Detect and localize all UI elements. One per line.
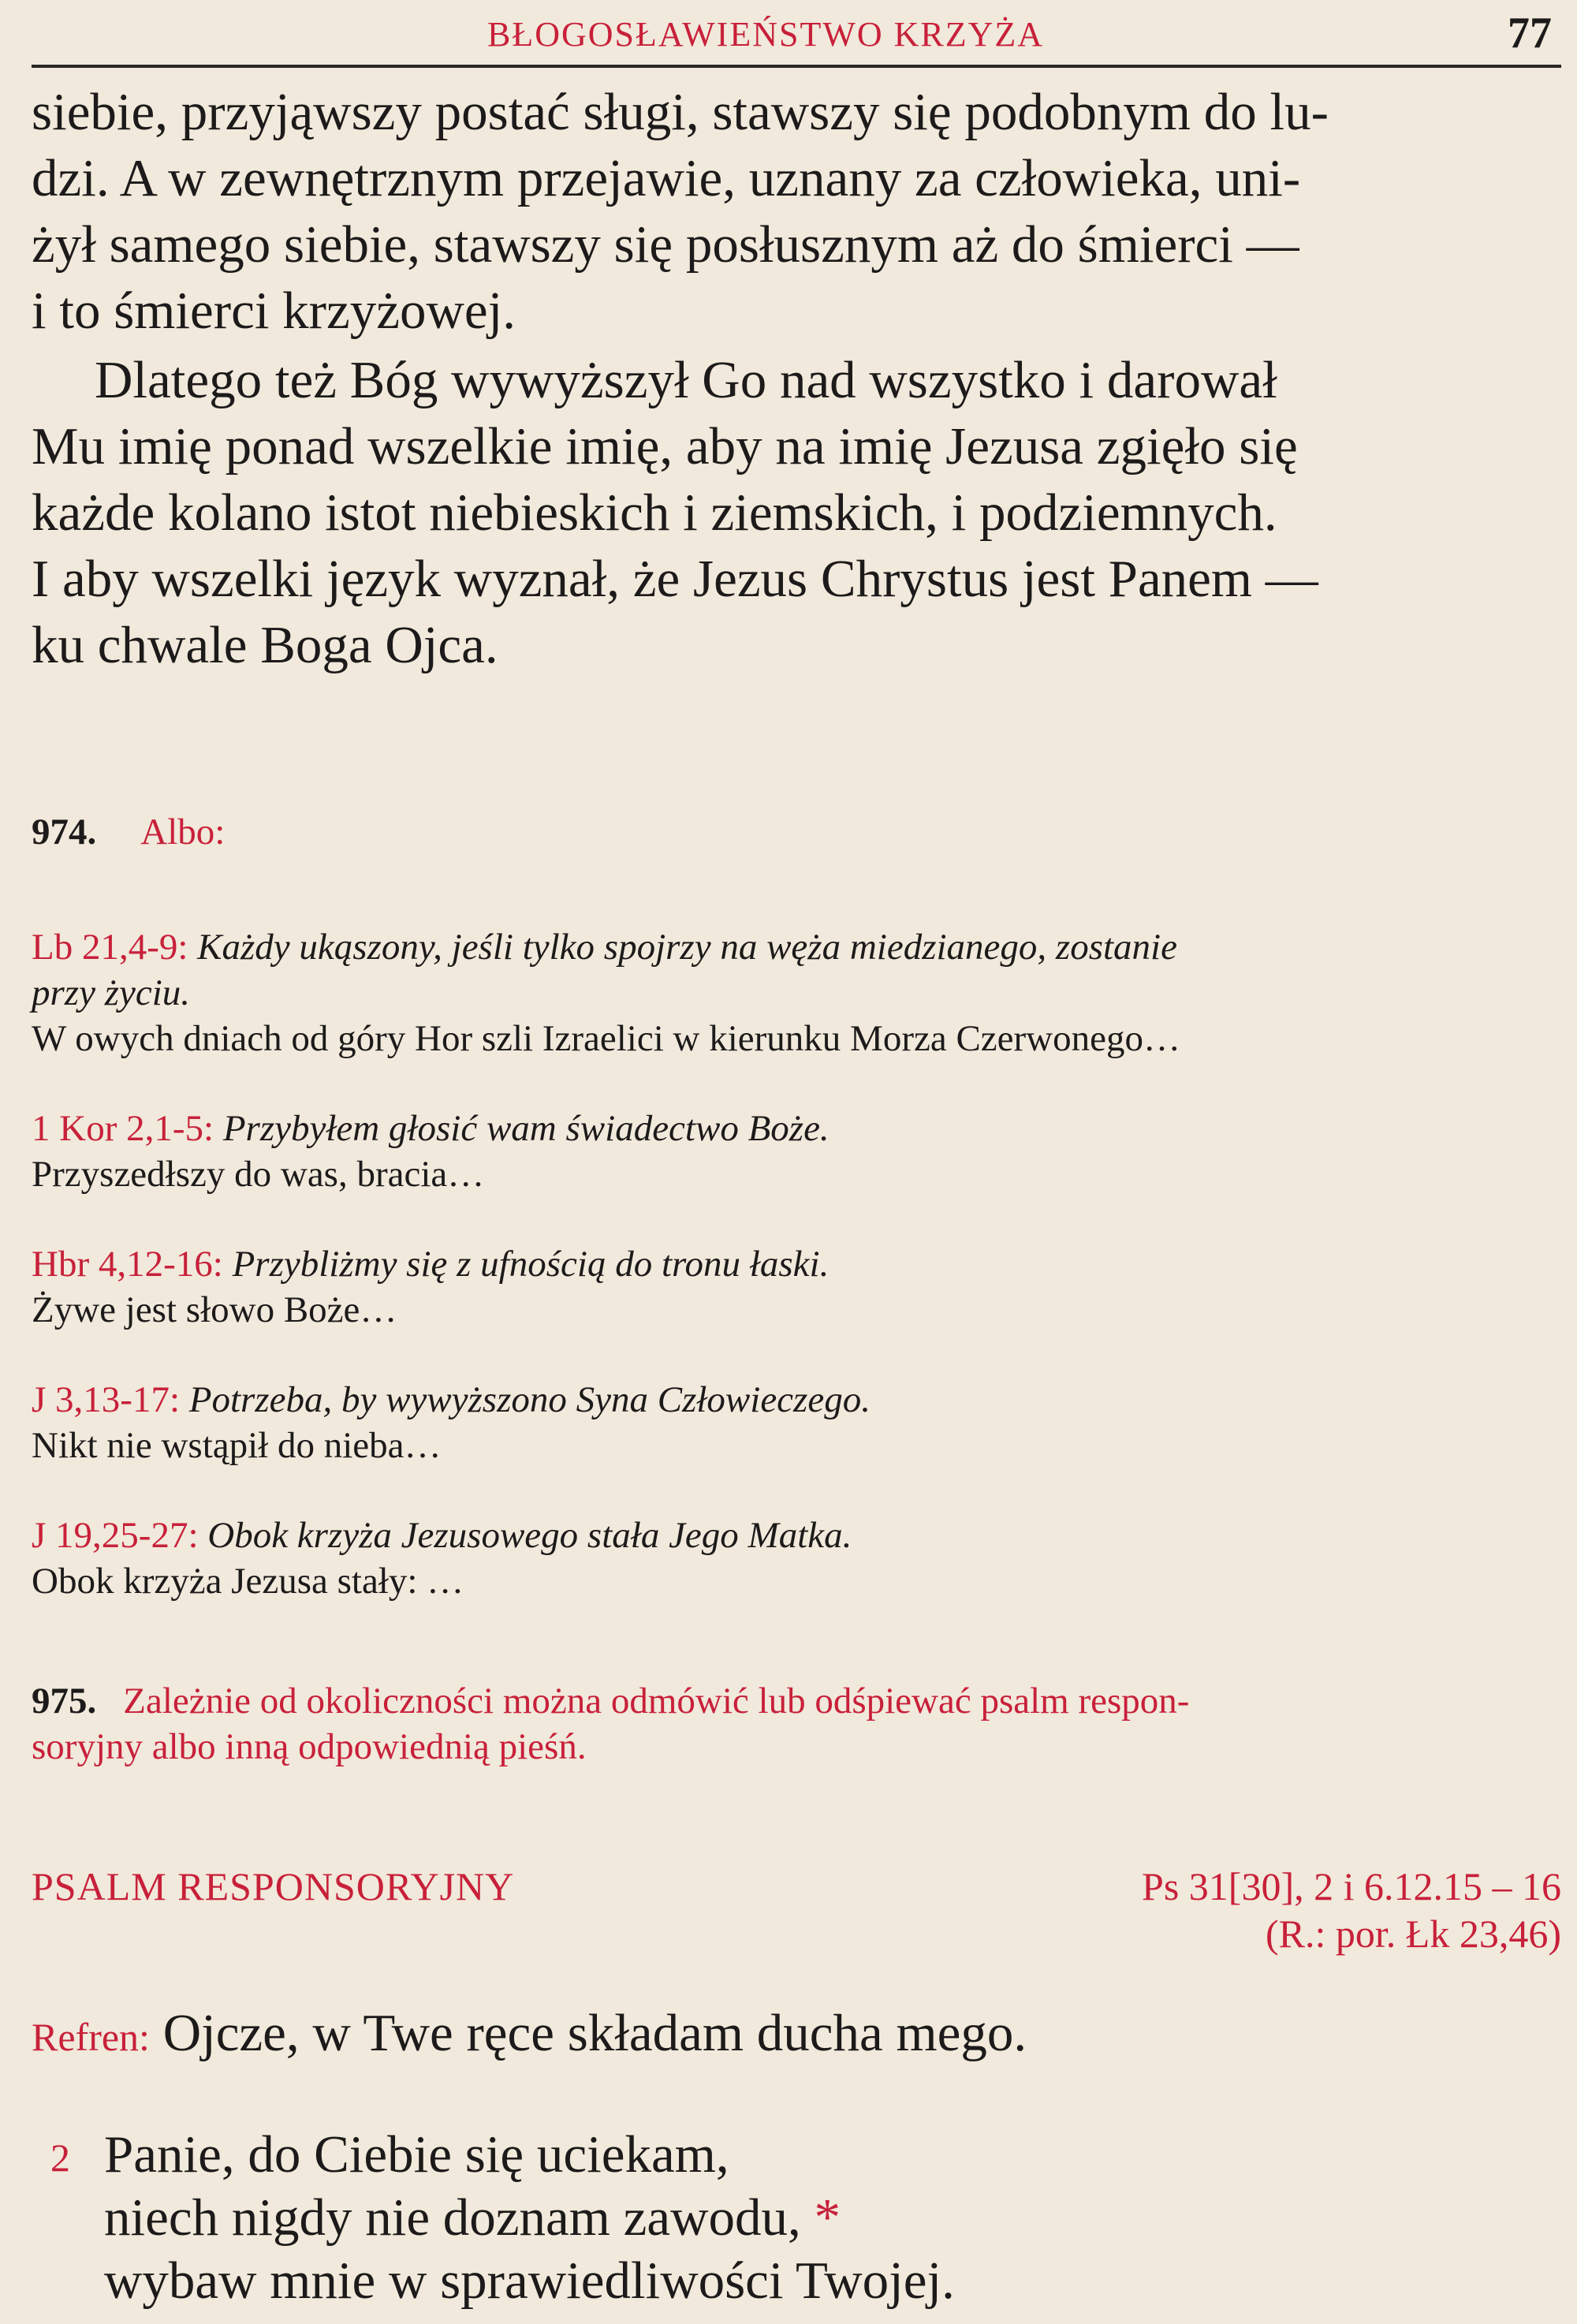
text-line: Mu imię ponad wszelkie imię, aby na imię Jezusa zgięło się — [32, 417, 1298, 476]
reading-title: Przybliżmy się z ufnością do tronu łaski. — [232, 1244, 830, 1285]
reading-incipit: Przyszedłszy do was, bracia… — [32, 1154, 485, 1195]
refrain-text: Ojcze, w Twe ręce składam ducha mego. — [162, 2004, 1027, 2062]
rubric-text-cont: soryjny albo inną odpowiednią pieśń. — [32, 1726, 587, 1767]
psalm-citation-line: (R.: por. Łk 23,46) — [1266, 1912, 1561, 1956]
header-title: BŁOGOSŁAWIEŃSTWO KRZYŻA — [487, 15, 1045, 54]
text-line: każde kolano istot niebieskich i ziemskich, i podziemnych. — [32, 483, 1277, 542]
page-number: 77 — [1508, 9, 1552, 58]
section-975 — [32, 1678, 1561, 1770]
rubric-text: Zależnie od okoliczności można odmówić lub odśpiewać psalm respon- — [123, 1681, 1190, 1722]
reading-incipit: W owych dniach od góry Hor szli Izraelici w kierunku Morza Czerwonego… — [32, 1018, 1180, 1059]
section-number: 974. — [32, 811, 97, 852]
text-line: i to śmierci krzyżowej. — [32, 282, 516, 340]
psalm-verse — [32, 2123, 1561, 2312]
reading-incipit: Obok krzyża Jezusa stały: … — [32, 1561, 464, 1602]
reading-reference: 1 Kor 2,1-5: — [32, 1108, 214, 1149]
reading-title: Potrzeba, by wywyższono Syna Człowieczego. — [188, 1379, 871, 1420]
text-line: żył samego siebie, stawszy się posłusznym aż do śmierci — — [32, 215, 1299, 274]
refrain — [32, 2000, 1561, 2070]
reading-title: Przybyłem głosić wam świadectwo Boże. — [222, 1108, 830, 1149]
reading-reference: J 3,13-17: — [32, 1379, 180, 1420]
text-line: Dlatego też Bóg wywyższył Go nad wszystko i darował — [95, 351, 1277, 409]
reading-reference: Lb 21,4-9: — [32, 927, 188, 968]
asterisk-mark: * — [814, 2188, 841, 2247]
verse-line: Panie, do Ciebie się uciekam, — [104, 2125, 729, 2184]
reading-title-cont: przy życiu. — [32, 972, 191, 1013]
section-label: Albo: — [140, 811, 226, 852]
psalm-citation-line: Ps 31[30], 2 i 6.12.15 – 16 — [1142, 1864, 1561, 1908]
running-header — [32, 8, 1561, 68]
verse-line: niech nigdy nie doznam zawodu, * — [104, 2188, 841, 2247]
reading-reference: J 19,25-27: — [32, 1515, 199, 1556]
section-974 — [32, 809, 1561, 855]
verse-line: wybaw mnie w sprawiedliwości Twojej. — [104, 2251, 955, 2310]
reading-lb — [32, 924, 1561, 1061]
verse-number: 2 — [50, 2136, 70, 2180]
psalm-heading — [32, 1863, 1561, 1965]
text-line: siebie, przyjąwszy postać sługi, stawszy się podobnym do lu- — [32, 83, 1329, 141]
refrain-label: Refren: — [32, 2015, 150, 2059]
reading-j19 — [32, 1513, 1561, 1604]
psalm-title: PSALM RESPONSORYJNY — [32, 1864, 515, 1908]
text-line: I aby wszelki język wyznał, że Jezus Chrystus jest Panem — — [32, 550, 1318, 608]
section-number: 975. — [32, 1681, 97, 1722]
psalm-citation — [1142, 1863, 1561, 1957]
reading-title: Obok krzyża Jezusowego stała Jego Matka. — [207, 1515, 852, 1556]
scripture-text — [32, 79, 1561, 678]
reading-1kor — [32, 1106, 1561, 1197]
reading-j3 — [32, 1377, 1561, 1468]
reading-title: Każdy ukąszony, jeśli tylko spojrzy na węża miedzianego, zostanie — [197, 927, 1177, 968]
reading-incipit: Nikt nie wstąpił do nieba… — [32, 1425, 442, 1466]
text-line: dzi. A w zewnętrznym przejawie, uznany za człowieka, uni- — [32, 149, 1301, 207]
text-line: ku chwale Boga Ojca. — [32, 616, 498, 674]
reading-incipit: Żywe jest słowo Boże… — [32, 1289, 397, 1330]
reading-reference: Hbr 4,12-16: — [32, 1244, 223, 1285]
reading-hbr — [32, 1241, 1561, 1333]
